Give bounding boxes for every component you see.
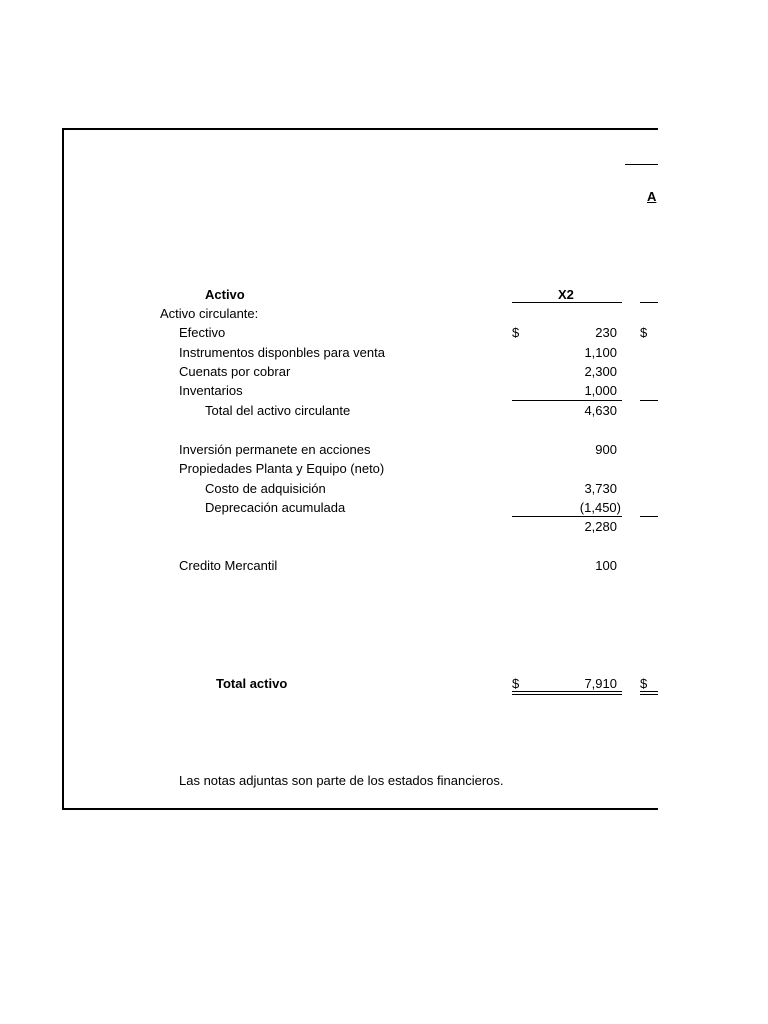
currency-symbol: $: [512, 325, 520, 340]
investment-value: 900: [595, 442, 617, 457]
total-assets-label: Total activo: [216, 676, 288, 691]
total-assets-value: 7,910: [584, 676, 617, 691]
header-partial-title: A: [647, 189, 657, 204]
goodwill-value: 100: [595, 558, 617, 573]
header-rule: [625, 164, 658, 165]
section-current-assets: Activo circulante:: [160, 306, 259, 321]
row-value-instrumentos: 1,100: [584, 345, 617, 360]
total-currency-symbol-next-col: $: [640, 676, 648, 691]
ppe-subtotal-rule: [512, 516, 622, 517]
row-value-efectivo: 230: [595, 325, 617, 340]
row-label-efectivo: Efectivo: [179, 325, 226, 340]
row-label-instrumentos: Instrumentos disponbles para venta: [179, 345, 385, 360]
total-current-label: Total del activo circulante: [205, 403, 351, 418]
footnote: Las notas adjuntas son parte de los estados financieros.: [179, 773, 504, 788]
next-col-heading-underline: [640, 302, 658, 303]
ppe-subtotal-rule-next-col: [640, 516, 658, 517]
column-heading-activo: Activo: [205, 287, 245, 302]
depreciation-value: (1,450): [579, 500, 621, 515]
currency-symbol-next-col: $: [640, 325, 648, 340]
subtotal-rule-next-col: [640, 400, 658, 401]
depreciation-label: Deprecación acumulada: [205, 500, 346, 515]
total-current-value: 4,630: [584, 403, 617, 418]
subtotal-rule: [512, 400, 622, 401]
investment-label: Inversión permanete en acciones: [179, 442, 371, 457]
ppe-label: Propiedades Planta y Equipo (neto): [179, 461, 385, 476]
acquisition-label: Costo de adquisición: [205, 481, 326, 496]
row-value-inventarios: 1,000: [584, 383, 617, 398]
goodwill-label: Credito Mercantil: [179, 558, 278, 573]
row-label-cuentas: Cuenats por cobrar: [179, 364, 291, 379]
acquisition-value: 3,730: [584, 481, 617, 496]
total-double-rule-next-col: [640, 691, 658, 695]
total-currency-symbol: $: [512, 676, 520, 691]
total-double-rule: [512, 691, 622, 695]
row-value-cuentas: 2,300: [584, 364, 617, 379]
row-label-inventarios: Inventarios: [179, 383, 243, 398]
ppe-net-value: 2,280: [584, 519, 617, 534]
column-heading-x2: X2: [558, 287, 574, 302]
x2-heading-underline: [512, 302, 622, 303]
